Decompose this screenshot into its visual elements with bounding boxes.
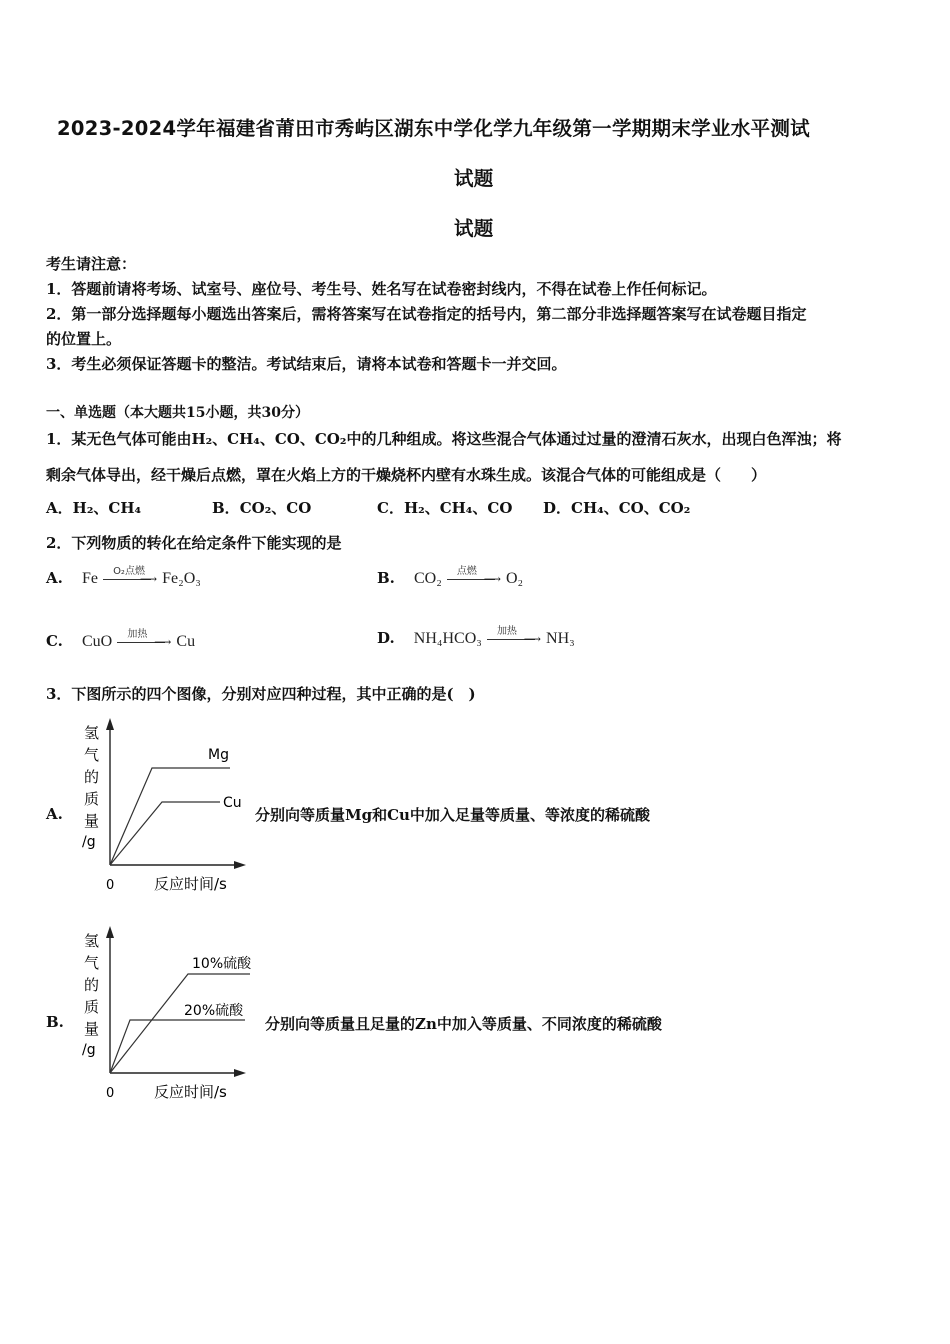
q3-option-b-graph [70,918,260,1108]
option-label: D． [543,499,572,517]
y-label-char: 质 [84,790,100,808]
notice-item-2: 2．第一部分选择题每小题选出答案后，需将答案写在试卷指定的括号内，第二部分非选择题答案写在试卷题目指定 [46,305,807,323]
y-label-char: 量 [84,1020,100,1038]
y-label-char: 氢 [84,932,100,950]
notice-heading: 考生请注意： [46,255,137,273]
reactant: Fe [81,570,98,587]
q3-option-b-desc: 分别向等质量且足量的Zn中加入等质量、不同浓度的稀硫酸 [265,1015,662,1033]
q3-option-b-label[interactable]: B. [46,1013,64,1031]
option-text: H₂、CH₄ [72,499,142,517]
q2-option-c[interactable] [46,628,196,651]
q1-stem-line1: 1．某无色气体可能由H₂、CH₄、CO、CO₂中的几种组成。将这些混合气体通过过量的澄清石灰水，出现白色浑浊；将 [46,430,842,448]
q3-option-a-label[interactable]: A. [46,805,63,823]
q1-stem-line2: 剩余气体导出，经干燥后点燃，罩在火焰上方的干燥烧杯内壁有水珠生成。该混合气体的可能组成是（ ） [46,466,767,484]
reaction-condition: O₂点燃 [113,565,145,577]
q2-option-a[interactable] [46,565,201,588]
reaction-arrow-icon: ⟶ O₂点燃 [103,572,157,586]
reaction-arrow-icon: ⟶ 加热 [117,635,171,649]
option-label: B. [377,569,395,587]
q2-stem: 2．下列物质的转化在给定条件下能实现的是 [46,534,342,552]
option-text: CH₄、CO、CO₂ [571,499,691,517]
reaction-arrow-icon: ⟶ 点燃 [447,572,501,586]
q1-option-a[interactable] [46,497,141,518]
option-label: A． [46,499,73,517]
y-label-char: 量 [84,812,100,830]
notice-item-1: 1．答题前请将考场、试室号、座位号、考生号、姓名写在试卷密封线内，不得在试卷上作任何标记。 [46,280,717,298]
x-axis-arrow-icon [234,1069,246,1077]
reactant: CO₂ [414,570,442,587]
reactant: CuO [82,633,113,650]
q3-stem: 3．下图所示的四个图像，分别对应四种过程，其中正确的是( ) [46,685,476,703]
q1-option-b[interactable] [212,497,311,518]
y-label-char: 氢 [84,724,100,742]
option-text: H₂、CH₄、CO [403,499,513,517]
y-label-char: 的 [84,976,100,994]
notice-item-3: 3．考生必须保证答题卡的整洁。考试结束后，请将本试卷和答题卡一并交回。 [46,355,567,373]
x-axis-arrow-icon [234,861,246,869]
option-label: C． [377,499,404,517]
series-label-10-percent: 10%硫酸 [192,956,252,972]
product: O₂ [506,570,524,587]
y-label-char: 的 [84,768,100,786]
y-label-unit: /g [82,1042,96,1058]
reaction-condition: 点燃 [456,565,477,577]
page-title: 2023-2024学年福建省莆田市秀屿区湖东中学化学九年级第一学期期末学业水平测试 [57,117,810,140]
series-line-10-percent [110,974,250,1073]
q2-option-d[interactable] [377,625,575,648]
notice-item-2-cont: 的位置上。 [46,330,122,348]
series-label-mg: Mg [208,747,229,763]
y-label-unit: /g [82,834,96,850]
product: Fe₂O₃ [162,570,201,587]
y-axis-arrow-icon [106,718,114,730]
y-label-char: 质 [84,998,100,1016]
y-label-char: 气 [84,954,100,972]
reaction-condition: 加热 [496,625,517,637]
series-label-cu: Cu [223,795,242,811]
option-label: A. [46,569,63,587]
reactant: NH₄HCO₃ [413,630,482,647]
x-label: 反应时间/s [154,875,227,893]
q2-option-b[interactable] [377,565,524,588]
y-label-char: 气 [84,746,100,764]
origin-label: 0 [106,878,115,893]
option-label: D. [377,629,395,647]
reaction-condition: 加热 [127,628,148,640]
q1-option-d[interactable] [543,497,690,518]
y-axis-arrow-icon [106,926,114,938]
product: Cu [176,633,196,650]
q3-option-a-desc: 分别向等质量Mg和Cu中加入足量等质量、等浓度的稀硫酸 [255,806,650,824]
series-label-20-percent: 20%硫酸 [184,1003,244,1019]
product: NH₃ [546,630,575,647]
page-title-line2: 试题 [454,167,494,190]
option-label: C. [46,632,63,650]
option-text: CO₂、CO [239,499,312,517]
origin-label: 0 [106,1086,115,1101]
q1-option-c[interactable] [377,497,512,518]
reaction-arrow-icon: ⟶ 加热 [487,632,541,646]
option-label: B． [212,499,240,517]
series-line-cu [110,802,220,865]
section-heading: 一、单选题（本大题共15小题，共30分） [46,405,309,421]
q3-option-a-graph [70,710,255,900]
x-label: 反应时间/s [154,1083,227,1101]
series-line-mg [110,768,230,865]
page-subtitle: 试题 [454,217,494,240]
